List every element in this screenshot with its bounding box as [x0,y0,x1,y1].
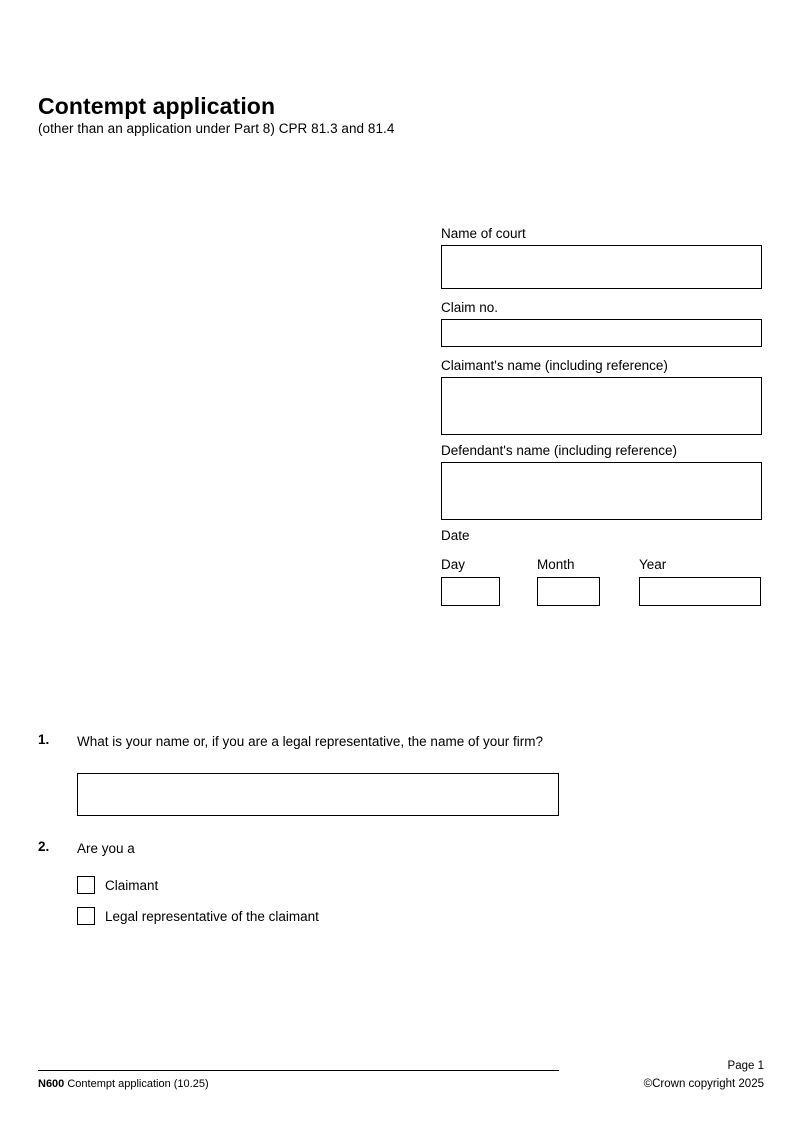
footer-form-name: Contempt application (10.25) [67,1078,209,1090]
name-of-court-label: Name of court [441,226,526,241]
checkbox-legal-representative[interactable] [77,907,95,925]
checkbox-claimant[interactable] [77,876,95,894]
question-2-text: Are you a [77,841,135,856]
date-row [441,557,763,611]
day-label: Day [441,557,466,572]
claimant-name-input[interactable] [441,377,762,435]
date-year-group [639,557,761,606]
footer-page-number: Page 1 [727,1060,764,1072]
month-input[interactable] [537,577,600,606]
checkbox-row-claimant[interactable] [77,876,158,894]
court-details-block [441,225,763,611]
page-title: Contempt application [38,93,276,120]
claimant-name-label: Claimant's name (including reference) [441,358,668,373]
page-subtitle: (other than an application under Part 8) CPR 81.3 and 81.4 [38,121,395,136]
date-day-group [441,557,500,606]
date-label: Date [441,528,470,543]
question-2-number: 2. [38,839,50,854]
footer-copyright: ©Crown copyright 2025 [643,1078,764,1090]
checkbox-legal-representative-label: Legal representative of the claimant [105,908,319,924]
year-input[interactable] [639,577,761,606]
question-1-text: What is your name or, if you are a legal representative, the name of your firm? [77,734,543,749]
day-input[interactable] [441,577,500,606]
footer-form-reference [38,1078,209,1090]
date-month-group [537,557,600,606]
checkbox-row-legal-representative[interactable] [77,907,319,925]
question-1-number: 1. [38,732,50,747]
footer-divider [38,1070,559,1071]
year-label: Year [639,557,667,572]
month-label: Month [537,557,575,572]
claim-no-input[interactable] [441,319,762,347]
defendant-name-input[interactable] [441,462,762,520]
name-of-court-input[interactable] [441,245,762,289]
footer-form-code: N600 [38,1078,65,1090]
claim-no-label: Claim no. [441,300,499,315]
question-1-answer-input[interactable] [77,773,559,816]
question-2 [38,839,638,859]
checkbox-claimant-label: Claimant [105,877,159,893]
defendant-name-label: Defendant's name (including reference) [441,443,677,458]
question-1 [38,732,638,752]
